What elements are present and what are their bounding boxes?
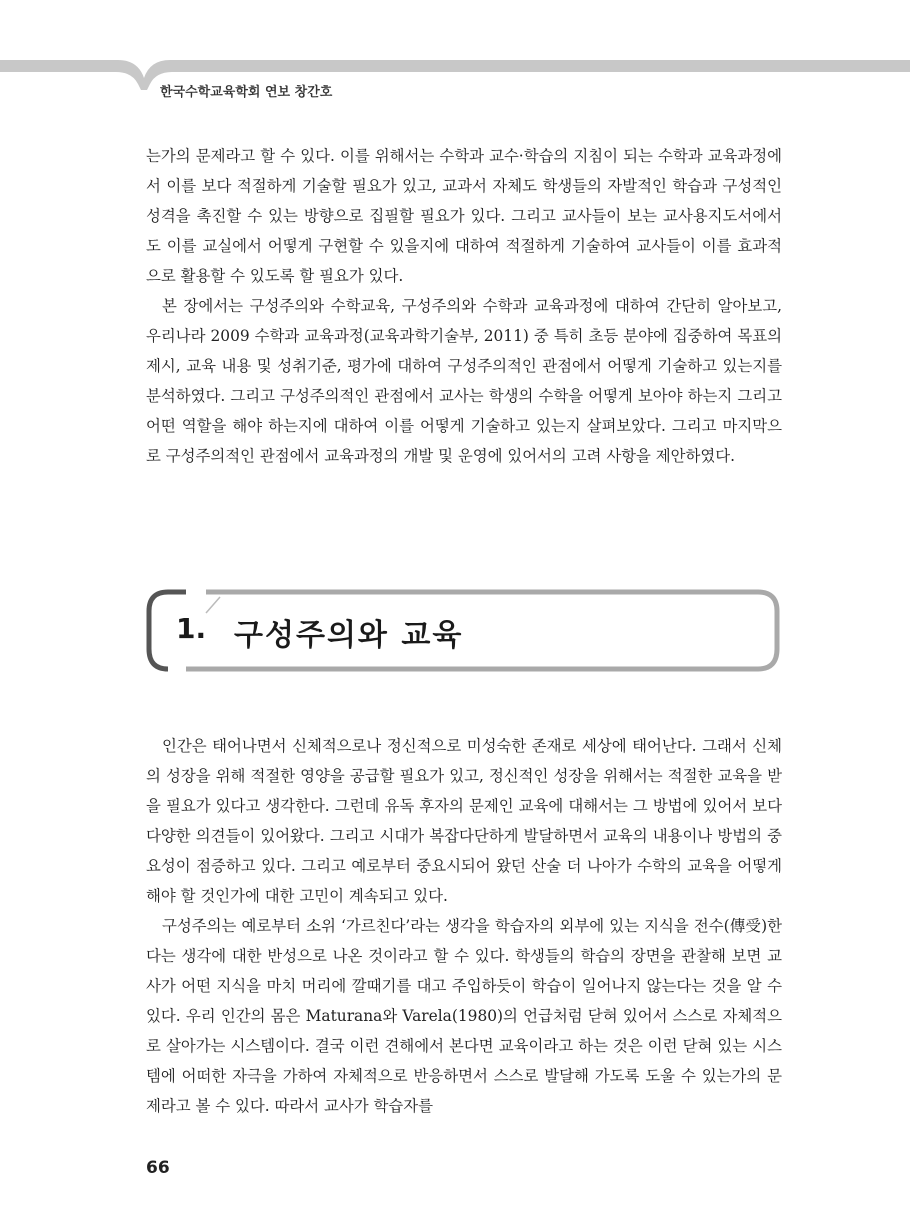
paragraph-1: 는가의 문제라고 할 수 있다. 이를 위해서는 수학과 교수·학습의 지침이 되는 수학과 교육과정에서 이를 보다 적절하게 기술할 필요가 있고, 교과서 자체도 학생들의 자발적인 학습과 구성적인 성격을 촉진할 수 있는 방향으로 집필할 필요가 있다. 그리고 교사들이 보는 교사용지도서에서도 이를 교실에서 어떻게 구현할 수 있을지에 대하여 적절하게 기술하여 교사들이 이를 효과적으로 활용할 수 있도록 할 필요가 있다. — [146, 147, 782, 285]
running-head: 한국수학교육학회 연보 창간호 — [160, 85, 333, 100]
paragraph-2: 본 장에서는 구성주의와 수학교육, 구성주의와 수학과 교육과정에 대하여 간단히 알아보고, 우리나라 2009 수학과 교육과정(교육과학기술부, 2011) 중 특히 초등 분야에 집중하여 목표의 제시, 교육 내용 및 성취기준, 평가에 대하여 구성주의적인 관점에서 어떻게 기술하고 있는지를 분석하였다. 그리고 구성주의적인 관점에서 교사는 학생의 수학을 어떻게 보아야 하는지 그리고 어떤 역할을 해야 하는지에 대하여 이를 어떻게 기술하고 있는지 살펴보았다. 그리고 마지막으로 구성주의적인 관점에서 교육과정의 개발 및 운영에 있어서의 고려 사항을 제안하였다. — [146, 297, 782, 465]
paragraph-3: 인간은 태어나면서 신체적으로나 정신적으로 미성숙한 존재로 세상에 태어난다. 그래서 신체의 성장을 위해 적절한 영양을 공급할 필요가 있고, 정신적인 성장을 위해서는 적절한 교육을 받을 필요가 있다고 생각한다. 그런데 유독 후자의 문제인 교육에 대해서는 그 방법에 있어서 보다 다양한 의견들이 있어왔다. 그리고 시대가 복잡다단하게 발달하면서 교육의 내용이나 방법의 중요성이 점증하고 있다. 그리고 예로부터 중요시되어 왔던 산술 더 나아가 수학의 교육을 어떻게 해야 할 것인가에 대한 고민이 계속되고 있다. — [146, 737, 782, 905]
section-number: 1. — [176, 612, 207, 645]
header-bar — [0, 0, 910, 90]
page-number: 66 — [146, 1158, 170, 1178]
paragraph-4: 구성주의는 예로부터 소위 ‘가르친다’라는 생각을 학습자의 외부에 있는 지식을 전수(傳受)한다는 생각에 대한 반성으로 나온 것이라고 할 수 있다. 학생들의 학습의 장면을 관찰해 보면 교사가 어떤 지식을 마치 머리에 깔때기를 대고 주입하듯이 학습이 일어나지 않는다는 것을 알 수 있다. 우리 인간의 몸은 Maturana와 Varela(1980)의 언급처럼 닫혀 있어서 스스로 자체적으로 살아가는 시스템이다. 결국 이런 견해에서 본다면 교육이라고 하는 것은 이런 닫혀 있는 시스템에 어떠한 자극을 가하여 자체적으로 반응하면서 스스로 발달해 가도록 도울 수 있는가의 문제라고 볼 수 있다. 따라서 교사가 학습자를 — [146, 917, 782, 1115]
section-title: 구성주의와 교육 — [234, 618, 464, 653]
